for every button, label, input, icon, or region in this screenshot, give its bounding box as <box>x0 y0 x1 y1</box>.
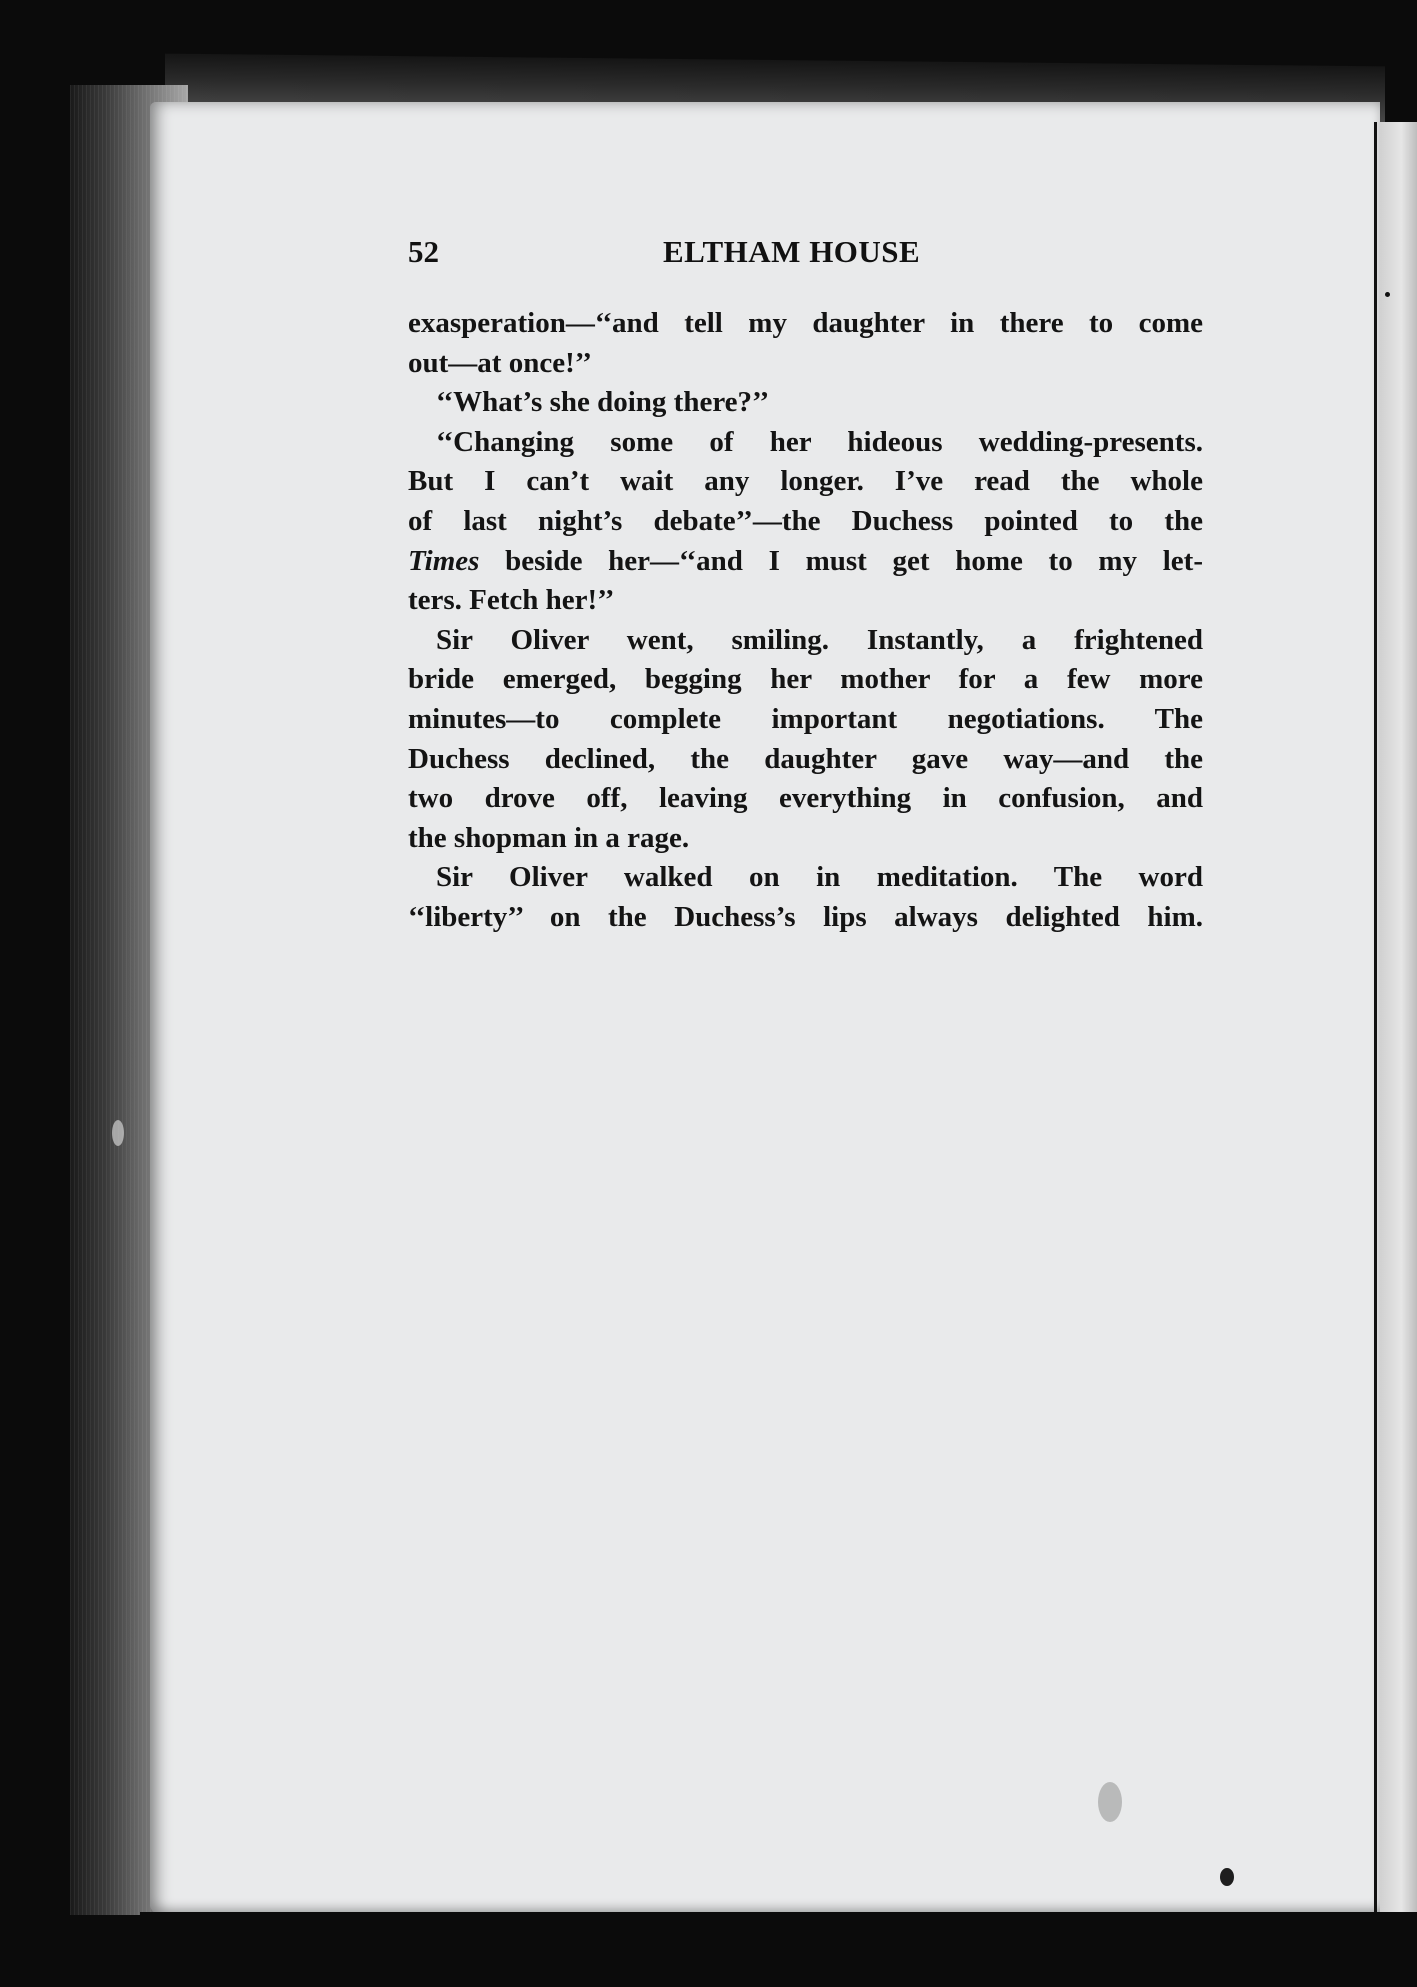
text-line: ters. Fetch her!’’ <box>408 584 615 617</box>
body-text <box>408 304 1203 938</box>
text-line <box>408 542 1203 582</box>
text-line-rest: beside her—‘‘and I must get home to my let- <box>479 544 1203 577</box>
page-number: 52 <box>408 234 439 269</box>
scan-speck <box>1385 292 1390 297</box>
scan-speck <box>112 1120 124 1146</box>
text-line: exasperation—‘‘and tell my daughter in there to come <box>408 307 1203 339</box>
scan-speck <box>1098 1782 1122 1822</box>
text-line: ‘‘What’s she doing there?’’ <box>436 386 770 419</box>
text-line: out—at once!’’ <box>408 346 592 379</box>
italic-word: Times <box>408 544 480 577</box>
text-line: ‘‘liberty’’ on the Duchess’s lips always delighted him. <box>408 900 1203 933</box>
text-line: ‘‘Changing some of her hideous wedding-presents. <box>436 425 1203 458</box>
scan-speck <box>1220 1868 1234 1886</box>
page-gutter-line <box>1374 122 1377 1912</box>
running-head <box>408 234 1203 274</box>
text-line: But I can’t wait any longer. I’ve read the whole <box>408 465 1203 498</box>
text-line: of last night’s debate’’—the Duchess pointed to the <box>408 504 1203 537</box>
running-title: ELTHAM HOUSE <box>663 234 921 269</box>
text-line: bride emerged, begging her mother for a few more <box>408 663 1203 696</box>
right-page-edge <box>1378 122 1417 1922</box>
text-line: the shopman in a rage. <box>408 821 690 854</box>
text-line: Duchess declined, the daughter gave way—and the <box>408 742 1203 775</box>
text-line: Sir Oliver walked on in meditation. The word <box>436 861 1203 894</box>
text-line: minutes—to complete important negotiations. The <box>408 702 1203 735</box>
text-line: two drove off, leaving everything in confusion, and <box>408 782 1203 815</box>
bottom-shadow <box>140 1912 1417 1987</box>
text-line: Sir Oliver went, smiling. Instantly, a frightened <box>436 623 1203 656</box>
